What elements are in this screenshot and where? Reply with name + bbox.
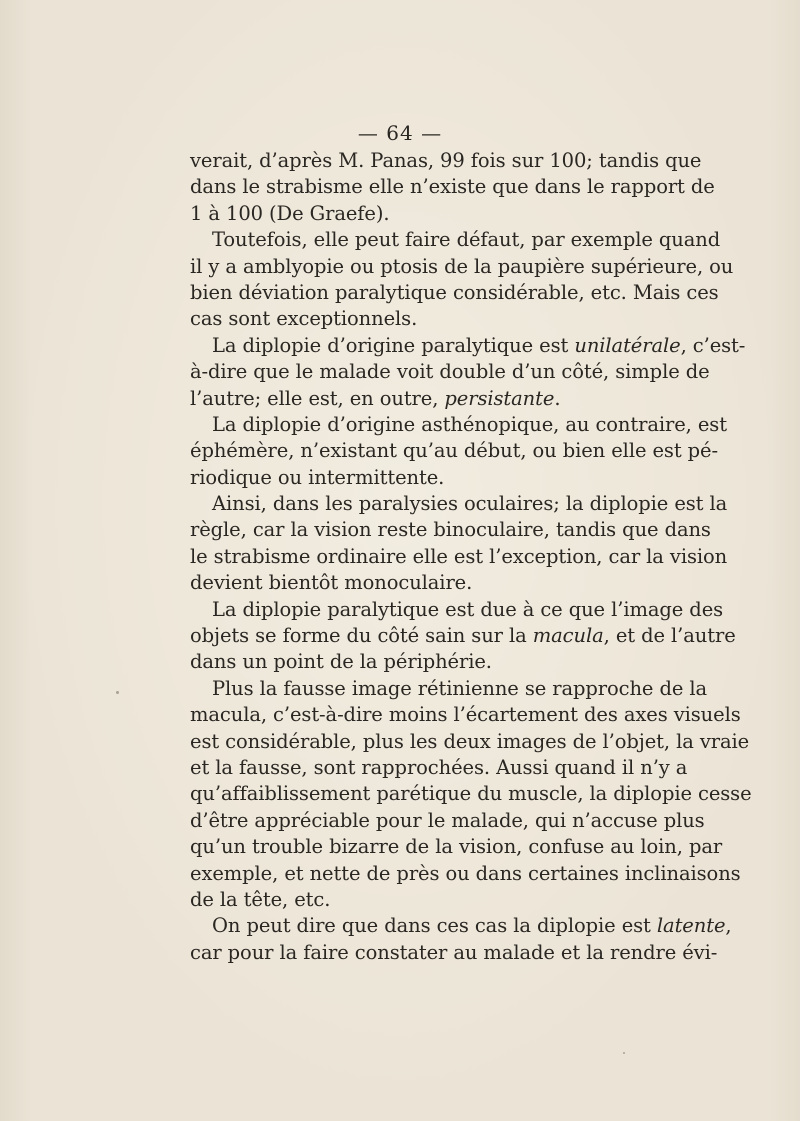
text-segment: ,	[725, 914, 732, 938]
text-line: d’être appréciable pour le malade, qui n’accuse plus	[190, 808, 705, 832]
text-line: qu’affaiblissement parétique du muscle, la diplopie cesse	[190, 782, 752, 806]
text-line: le strabisme ordinaire elle est l’exception, car la vision	[190, 544, 728, 568]
italic-term: latente	[656, 914, 726, 938]
text-line	[190, 333, 746, 359]
text-line: Toutefois, elle peut faire défaut, par exemple quand	[212, 228, 721, 252]
text-line: règle, car la vision reste binoculaire, tandis que dans	[190, 518, 711, 542]
text-line: 1 à 100 (De Graefe).	[190, 201, 390, 225]
text-segment: On peut dire que dans ces cas la diplopie est	[212, 914, 657, 938]
text-segment: .	[554, 386, 561, 410]
text-line: devient bientôt monoculaire.	[190, 571, 473, 595]
text-line: bien déviation paralytique considérable, etc. Mais ces	[190, 280, 719, 304]
text-line: Plus la fausse image rétinienne se rapproche de la	[212, 676, 708, 700]
text-line: à-dire que le malade voit double d’un côté, simple de	[190, 360, 710, 384]
text-segment: , c’est-	[680, 333, 746, 357]
text-line: qu’un trouble bizarre de la vision, confuse au loin, par	[190, 835, 723, 859]
body-text	[190, 148, 752, 966]
text-line	[190, 913, 732, 939]
text-line: dans le strabisme elle n’existe que dans le rapport de	[190, 175, 715, 199]
text-line: La diplopie paralytique est due à ce que l’image des	[212, 597, 724, 621]
text-line: et la fausse, sont rapprochées. Aussi quand il n’y a	[190, 755, 688, 779]
text-line: éphémère, n’existant qu’au début, ou bien elle est pé-	[190, 439, 718, 463]
paper-speck	[116, 691, 119, 694]
text-segment: , et de l’autre	[603, 624, 736, 648]
text-line: est considérable, plus les deux images de l’objet, la vraie	[190, 729, 750, 753]
text-line	[190, 623, 736, 649]
text-line: de la tête, etc.	[190, 887, 331, 911]
text-line: dans un point de la périphérie.	[190, 650, 492, 674]
text-line: Ainsi, dans les paralysies oculaires; la diplopie est la	[212, 492, 728, 516]
text-line: La diplopie d’origine asthénopique, au contraire, est	[212, 412, 727, 436]
text-line: verait, d’après M. Panas, 99 fois sur 100; tandis que	[190, 149, 702, 172]
italic-term: macula	[532, 624, 604, 648]
italic-term: persistante	[444, 386, 555, 410]
page-number: — 64 —	[357, 121, 443, 145]
text-segment: l’autre; elle est, en outre,	[190, 386, 445, 410]
text-line: exemple, et nette de près ou dans certaines inclinaisons	[190, 861, 741, 885]
text-line: macula, c’est-à-dire moins l’écartement des axes visuels	[190, 703, 741, 727]
text-line: il y a amblyopie ou ptosis de la paupière supérieure, ou	[190, 254, 734, 278]
text-segment: La diplopie d’origine paralytique est	[212, 333, 575, 357]
text-segment: objets se forme du côté sain sur la	[190, 624, 533, 648]
paper-speck	[623, 1052, 625, 1054]
text-line: car pour la faire constater au malade et la rendre évi-	[190, 940, 718, 964]
text-line: cas sont exceptionnels.	[190, 307, 418, 331]
italic-term: unilatérale	[574, 333, 681, 357]
text-line: riodique ou intermittente.	[190, 465, 445, 489]
text-line	[190, 386, 647, 412]
